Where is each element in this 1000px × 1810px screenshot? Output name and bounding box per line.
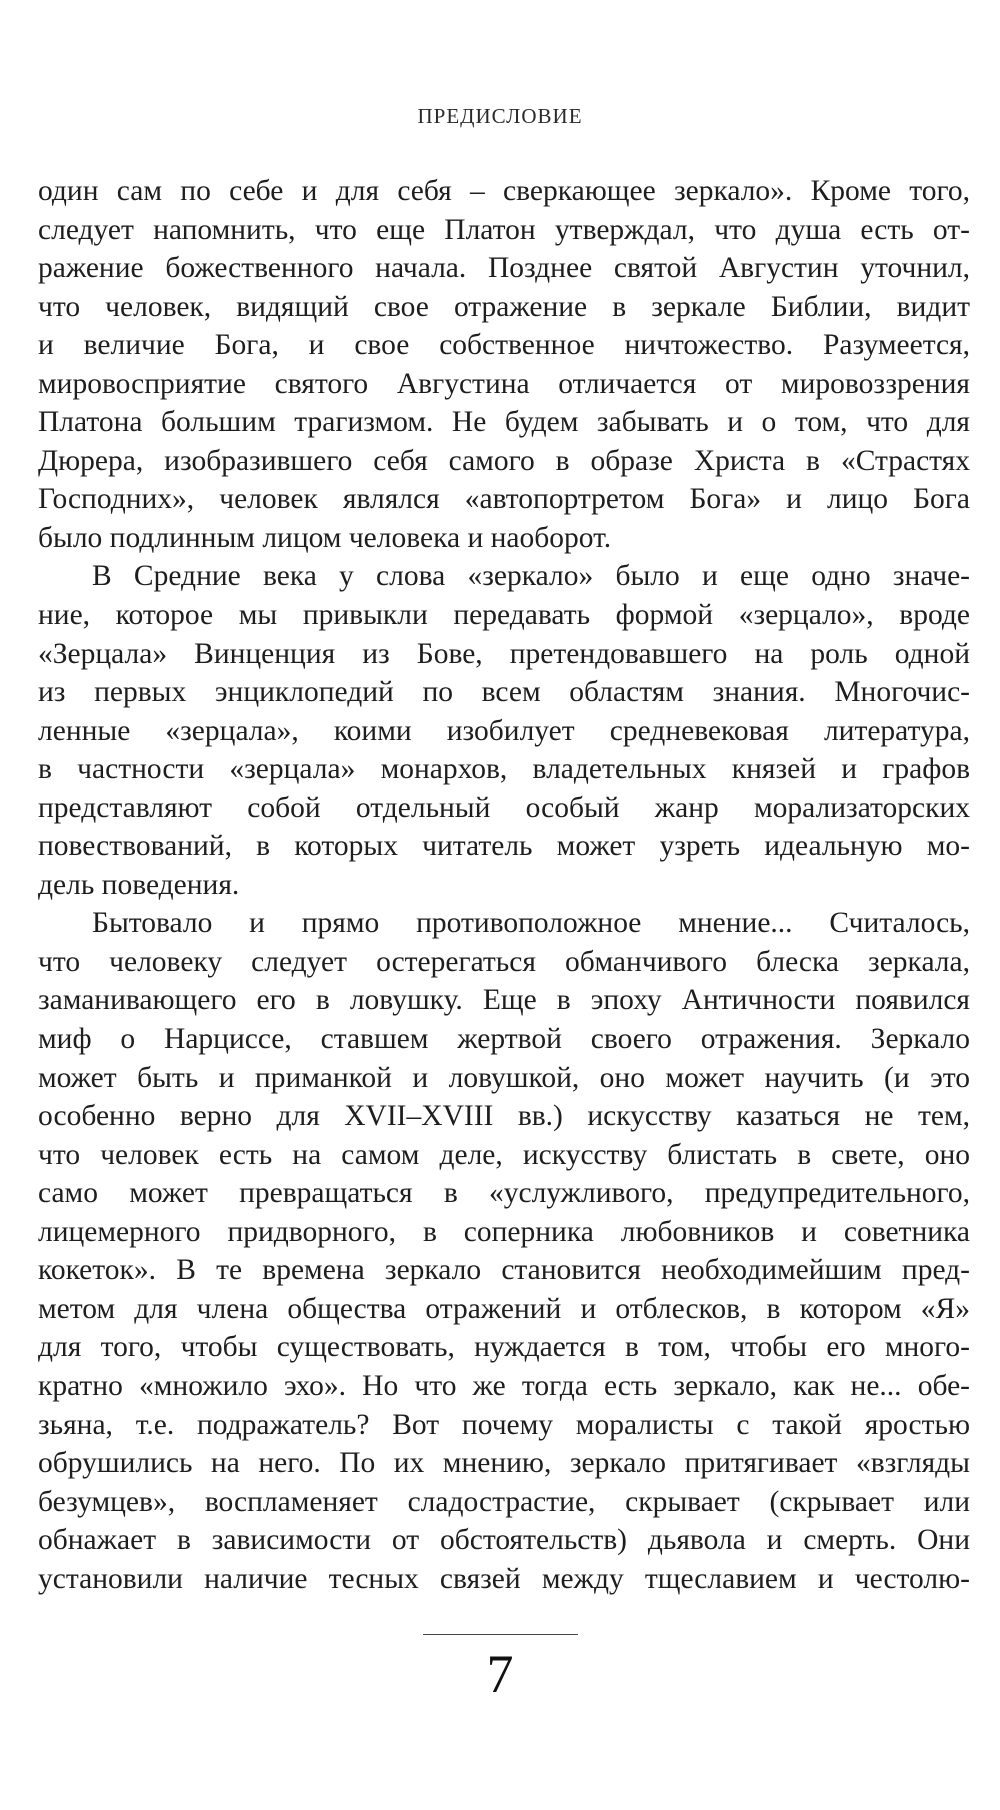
text-line: может быть и приманкой и ловушкой, оно может научить (и это — [38, 1061, 970, 1094]
text-line: что человек есть на самом деле, искусству блистать в свете, оно — [38, 1138, 970, 1171]
text-line: обнажает в зависимости от обстоятельств) дьявола и смерть. Они — [38, 1524, 970, 1557]
text-line: повествований, в которых читатель может узреть идеальную мо- — [38, 830, 970, 863]
text-line: было подлинным лицом человека и наоборот. — [38, 521, 612, 554]
body-text — [38, 172, 970, 1598]
text-line: Господних», человек являлся «автопортретом Бога» и лицо Бога — [38, 483, 970, 516]
text-line: миф о Нарциссе, ставшем жертвой своего отражения. Зеркало — [38, 1023, 970, 1056]
text-line: что человеку следует остерегаться обманчивого блеска зеркала, — [38, 945, 970, 978]
text-line: кратно «множило эхо». Но что же тогда есть зеркало, как не... обе- — [38, 1369, 970, 1402]
text-line: для того, чтобы существовать, нуждается в том, чтобы его много- — [38, 1331, 970, 1364]
text-line: особенно верно для XVII–XVIII вв.) искусству казаться не тем, — [38, 1100, 970, 1133]
text-line: ние, которое мы привыкли передавать формой «зерцало», вроде — [38, 599, 970, 632]
text-line: лицемерного придворного, в соперника любовников и советника — [38, 1215, 970, 1248]
text-line: что человек, видящий свое отражение в зеркале Библии, видит — [38, 290, 970, 323]
text-line: ражение божественного начала. Позднее святой Августин уточнил, — [38, 252, 970, 285]
text-line: дель поведения. — [38, 868, 240, 901]
text-line: следует напомнить, что еще Платон утверждал, что душа есть от- — [38, 213, 970, 246]
text-line: кокеток». В те времена зеркало становится необходимейшим пред- — [38, 1254, 970, 1287]
text-line: «Зерцала» Винценция из Бове, претендовавшего на роль одной — [38, 637, 970, 670]
text-line: мировосприятие святого Августина отличается от мировоззрения — [38, 367, 970, 400]
page-number: 7 — [486, 1644, 514, 1704]
text-line: установили наличие тесных связей между тщеславием и честолю- — [38, 1562, 970, 1595]
text-line: и величие Бога, и свое собственное ничтожество. Разумеется, — [38, 329, 970, 362]
text-line: Дюрера, изобразившего себя самого в образе Христа в «Страстях — [38, 444, 970, 477]
running-header: ПРЕДИСЛОВИЕ — [417, 104, 583, 128]
text-line: обрушились на него. По их мнению, зеркало притягивает «взгляды — [38, 1447, 970, 1480]
text-line: ленные «зерцала», коими изобилует средневековая литература, — [38, 714, 970, 747]
text-line: один сам по себе и для себя – сверкающее зеркало». Кроме того, — [38, 175, 970, 207]
text-line: Бытовало и прямо противоположное мнение... Считалось, — [92, 907, 970, 940]
text-line: Платона большим трагизмом. Не будем забывать и о том, что для — [38, 406, 970, 439]
text-line: зьяна, т.е. подражатель? Вот почему моралисты с такой яростью — [38, 1408, 970, 1441]
text-line: из первых энциклопедий по всем областям знания. Многочис- — [38, 676, 970, 709]
text-line: в частности «зерцала» монархов, владетельных князей и графов — [38, 753, 970, 786]
text-line: В Средние века у слова «зеркало» было и еще одно значе- — [92, 560, 970, 593]
text-line: представляют собой отдельный особый жанр морализаторских — [38, 791, 970, 824]
text-line: безумцев», воспламеняет сладострастие, скрывает (скрывает или — [38, 1485, 970, 1518]
text-line: метом для члена общества отражений и отблесков, в котором «Я» — [38, 1292, 970, 1325]
text-line: заманивающего его в ловушку. Еще в эпоху Античности появился — [38, 984, 970, 1017]
text-line: само может превращаться в «услужливого, предупредительного, — [38, 1177, 970, 1210]
footer-rule — [423, 1634, 578, 1635]
